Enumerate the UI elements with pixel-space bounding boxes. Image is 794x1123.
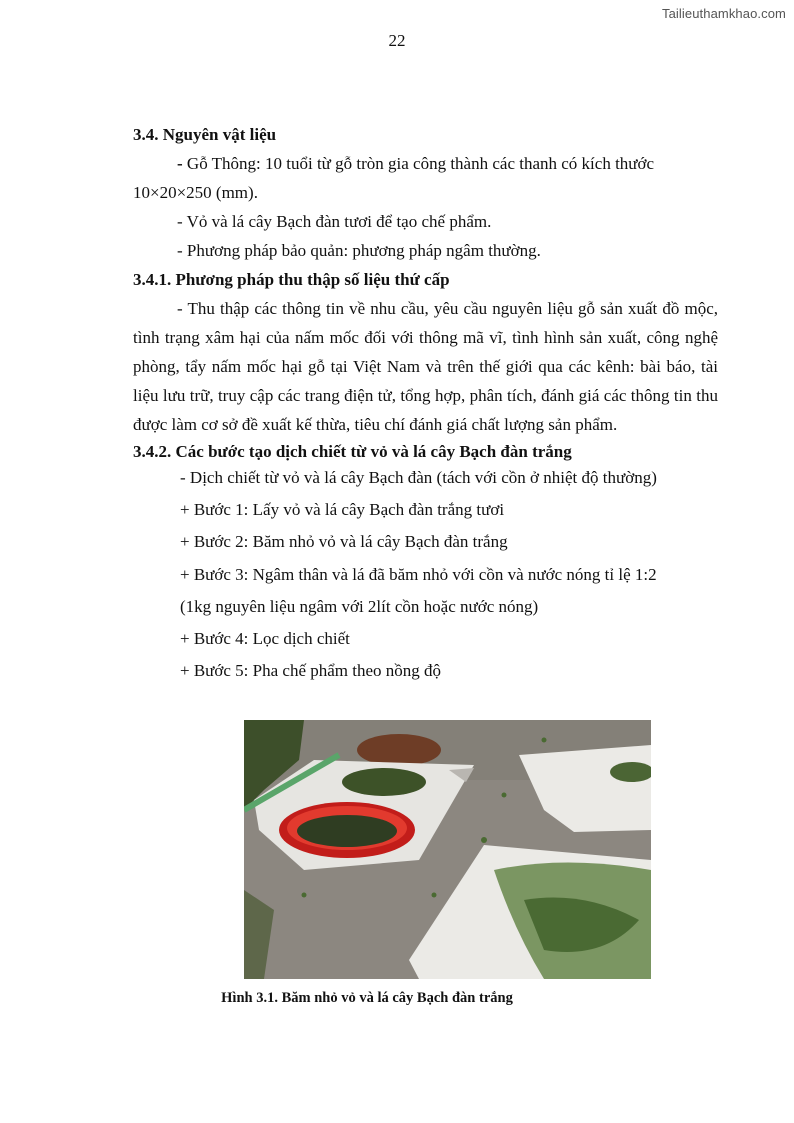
section-heading-3-4: 3.4. Nguyên vật liệu [133, 125, 277, 144]
figure-caption: Hình 3.1. Băm nhỏ vỏ và lá cây Bạch đàn trắng [221, 990, 513, 1006]
step-3: + Bước 3: Ngâm thân và lá đã băm nhỏ với cồn và nước nóng tỉ lệ 1:2 [180, 564, 657, 584]
scattered-leaf [502, 793, 507, 798]
material-item-pine-text: Gỗ Thông: 10 tuổi từ gỗ tròn gia công thành các thanh có kích thước [182, 154, 655, 173]
basin-leaves [297, 815, 397, 847]
figure-photo [244, 720, 651, 979]
scattered-leaf [302, 893, 307, 898]
section-heading-3-4-1: 3.4.1. Phương pháp thu thập số liệu thứ cấp [133, 270, 450, 289]
material-item-pine-continued: 10×20×250 (mm). [133, 183, 258, 202]
material-item-preservation: - Phương pháp bảo quản: phương pháp ngâm thường. [177, 241, 541, 260]
leaf-pile-top [342, 768, 426, 796]
section-heading-3-4-2: 3.4.2. Các bước tạo dịch chiết từ vỏ và lá cây Bạch đàn trắng [133, 442, 572, 461]
bullet-dash: - [177, 154, 183, 173]
document-body [133, 120, 718, 688]
step-2: + Bước 2: Băm nhỏ vỏ và lá cây Bạch đàn trắng [180, 532, 508, 552]
step-4: + Bước 4: Lọc dịch chiết [180, 629, 350, 649]
step-3-note: (1kg nguyên liệu ngâm với 2lít cồn hoặc nước nóng) [180, 596, 539, 616]
chopped-leaves-photo [244, 720, 651, 979]
scattered-leaf [481, 837, 487, 843]
scattered-leaf [432, 893, 437, 898]
material-item-pine [133, 149, 718, 178]
extract-intro: - Dịch chiết từ vỏ và lá cây Bạch đàn (tách với cồn ở nhiệt độ thường) [180, 468, 657, 487]
step-1: + Bước 1: Lấy vỏ và lá cây Bạch đàn trắng tươi [180, 500, 505, 519]
page-number: 22 [388, 31, 406, 50]
step-5: + Bước 5: Pha chế phẩm theo nồng độ [180, 661, 442, 681]
watermark: Tailieuthamkhao.com [661, 6, 786, 21]
wooden-bowl [357, 734, 441, 766]
material-item-eucalyptus: - Vỏ và lá cây Bạch đàn tươi để tạo chế phẩm. [177, 212, 492, 231]
secondary-data-paragraph: - Thu thập các thông tin về nhu cầu, yêu cầu nguyên liệu gỗ sản xuất đồ mộc, tình trạng xâm hại của nấm mốc đối với thông mã vĩ, tình hình sản xuất, công nghệ phòng, tẩy nấm mốc hại gỗ tại Việt Nam và trên thế giới qua các kênh: bài báo, tài liệu lưu trữ, truy cập các trang điện tử, tổng hợp, phân tích, đánh giá các thông tin thu được làm cơ sở đề xuất kế thừa, tiêu chí đánh giá chất lượng sản phẩm. [133, 299, 718, 434]
scattered-leaf [542, 738, 547, 743]
